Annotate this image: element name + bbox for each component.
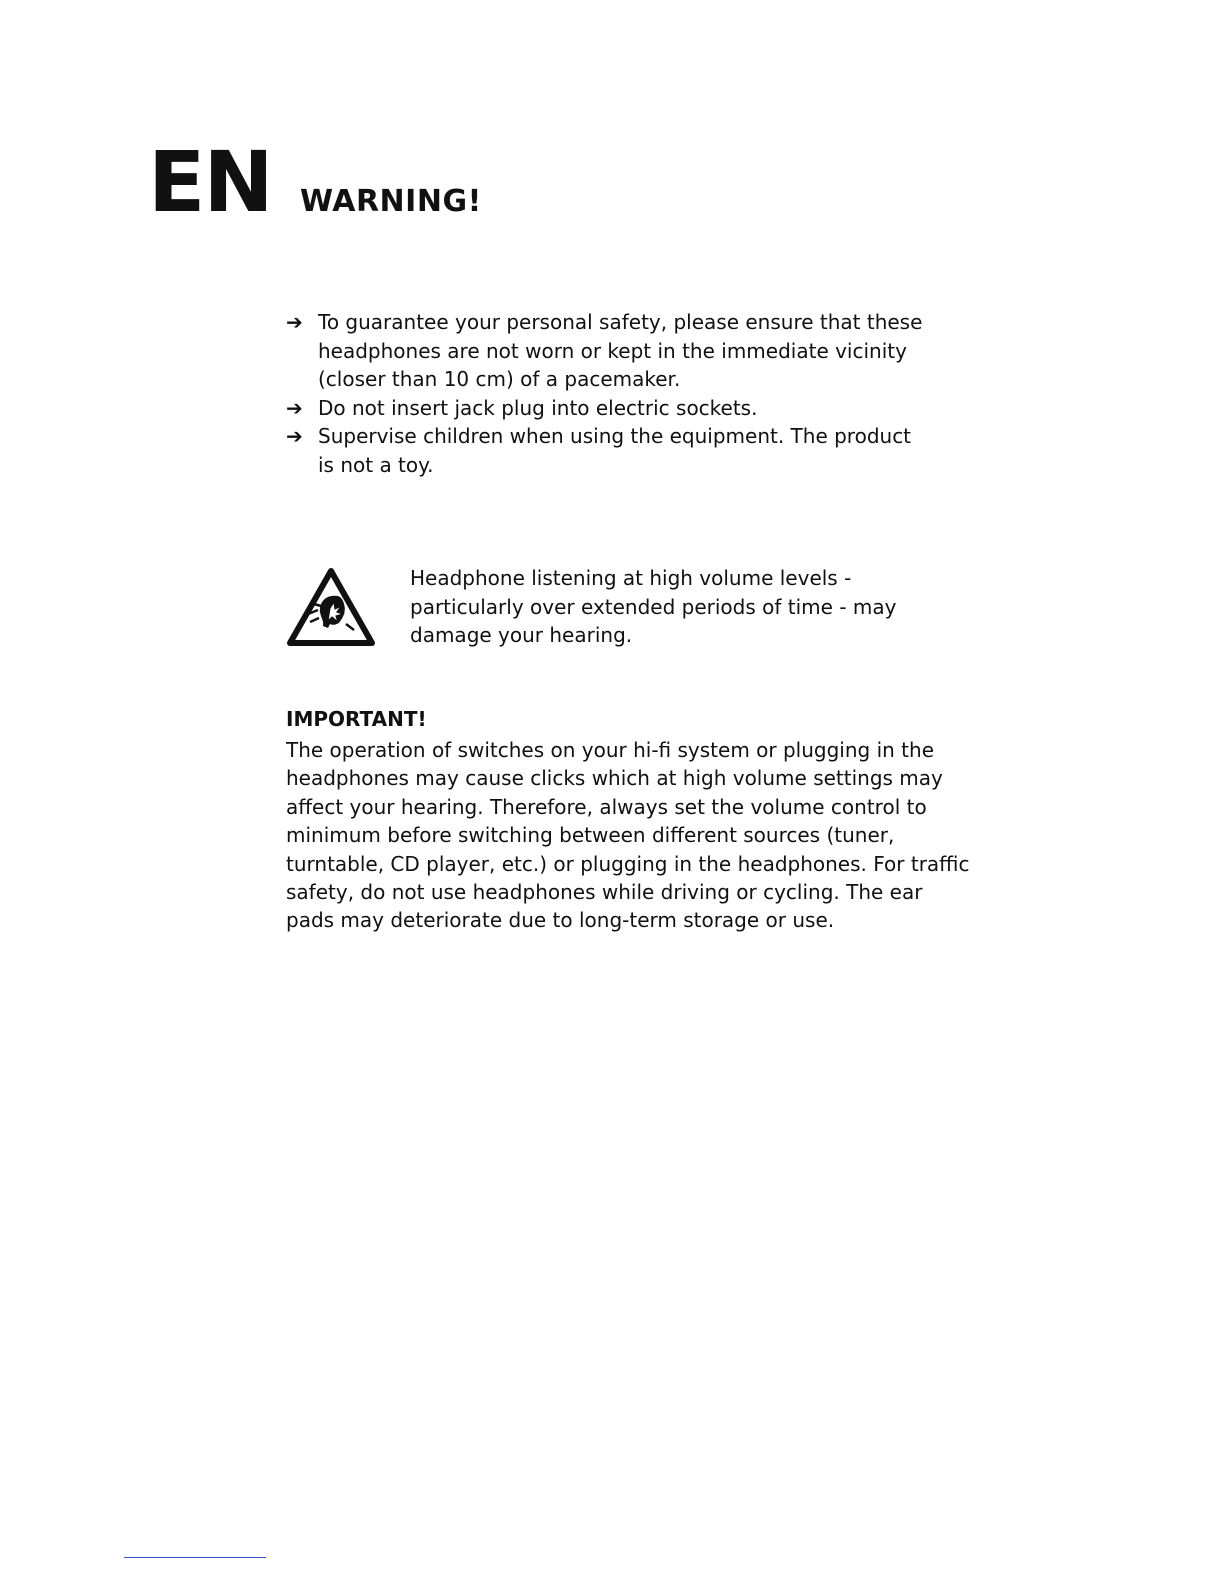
hearing-warning [286, 564, 966, 654]
warning-title: WARNING! [300, 184, 482, 219]
hearing-damage-warning-icon [286, 566, 376, 648]
arrow-right-icon: ➔ [286, 310, 303, 334]
language-code: EN [148, 133, 272, 231]
safety-bullet-text: Supervise children when using the equipment. The product is not a toy. [318, 424, 912, 477]
safety-bullet-item [286, 394, 926, 423]
hearing-warning-text: Headphone listening at high volume levels - particularly over extended periods of time - may damage your hearing. [410, 566, 897, 648]
important-body: The operation of switches on your hi-fi system or plugging in the headphones may cause clicks which at high volume settings may affect your hearing. Therefore, always set the volume control to minimum before switching between different sources (tuner, turntable, CD player, etc.) or plugging in the headphones. For traffic safety, do not use headphones while driving or cycling. The ear pads may deteriorate due to long-term storage or use. [286, 738, 970, 933]
safety-bullet-list [286, 308, 926, 480]
safety-bullet-item [286, 422, 926, 479]
footer-divider [124, 1557, 266, 1558]
important-section [286, 704, 976, 935]
safety-bullet-text: Do not insert jack plug into electric sockets. [318, 395, 758, 420]
safety-bullet-item [286, 308, 926, 394]
arrow-right-icon: ➔ [286, 395, 303, 420]
safety-bullet-text: To guarantee your personal safety, please ensure that these headphones are not worn or kept in the immediate vicinity (closer than 10 cm) of a pacemaker. [318, 310, 923, 392]
arrow-right-icon: ➔ [286, 424, 303, 449]
important-title: IMPORTANT! [286, 707, 427, 731]
